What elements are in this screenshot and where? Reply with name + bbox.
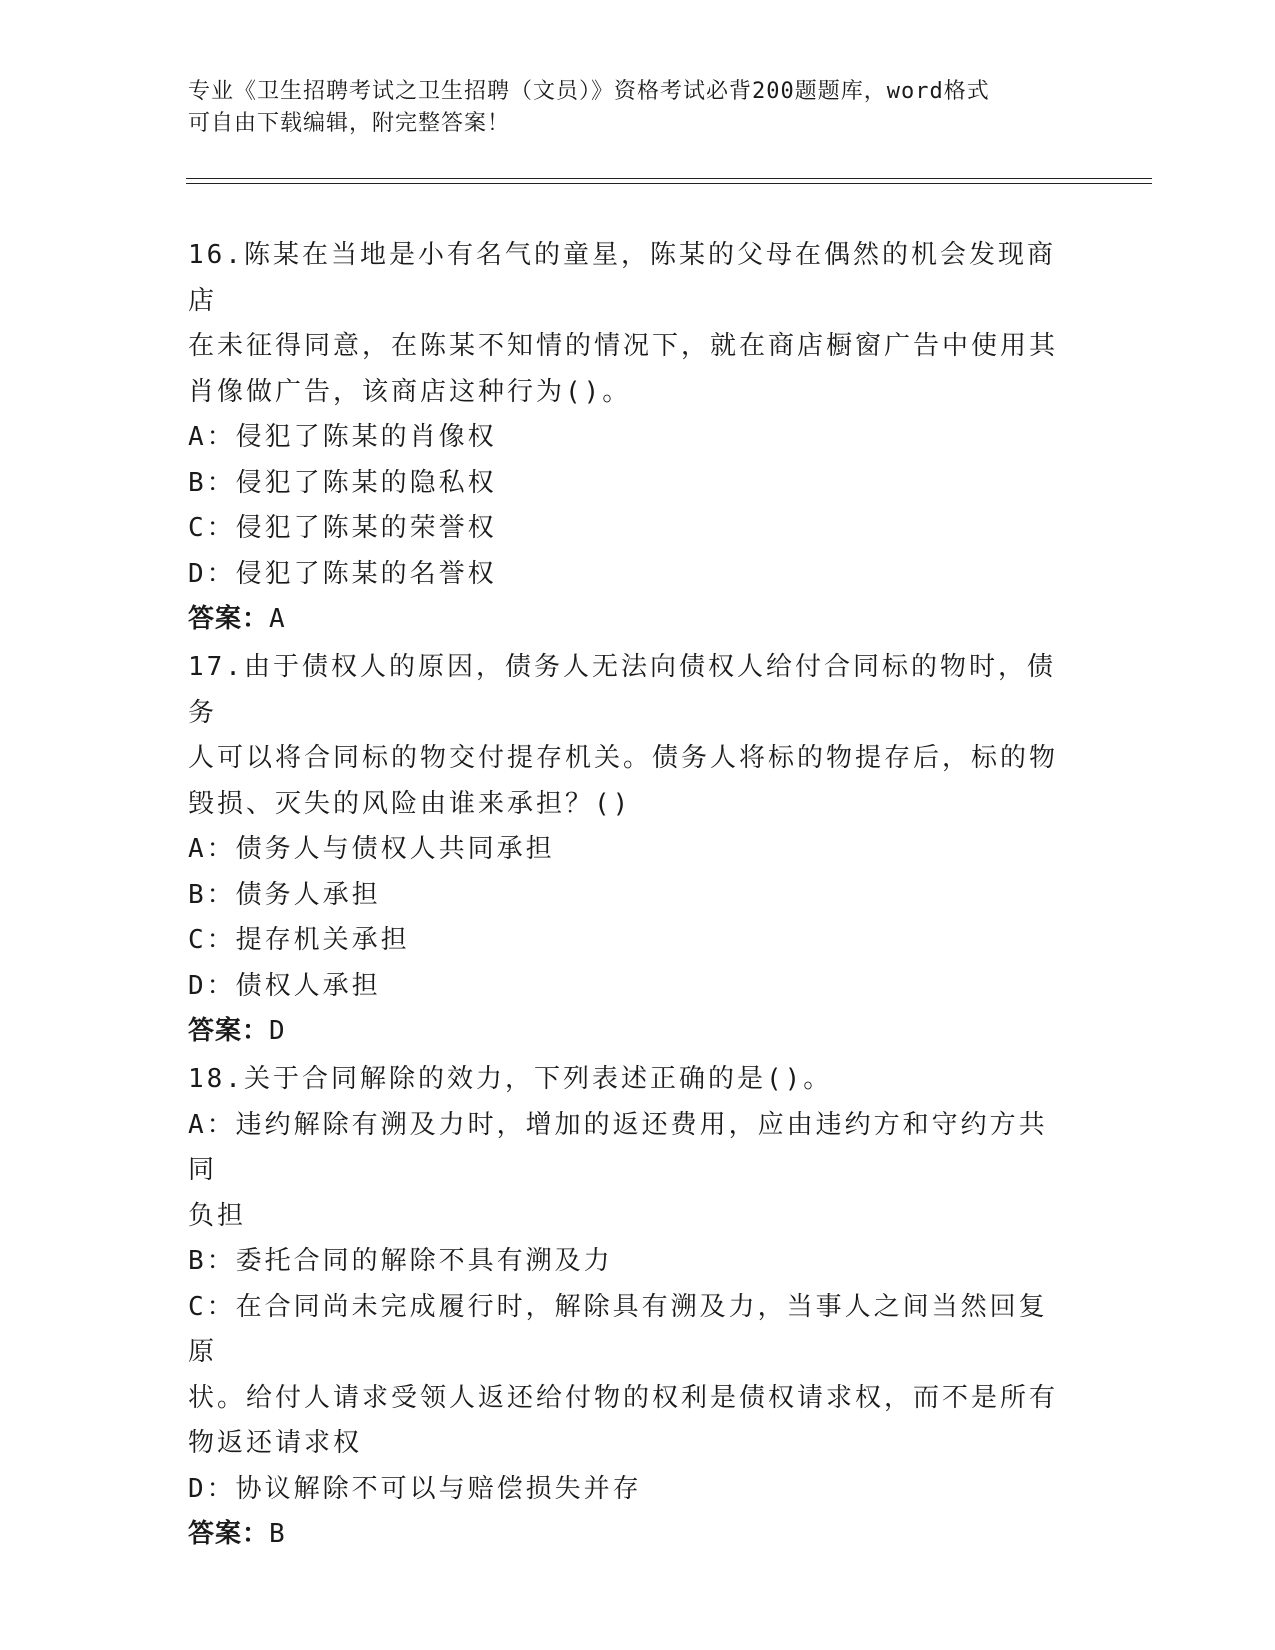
question-stem-line: 在未征得同意，在陈某不知情的情况下，就在商店橱窗广告中使用其 (188, 331, 1059, 361)
option-c-continued: 物返还请求权 (188, 1428, 363, 1458)
answer-line (188, 1009, 1068, 1055)
option-d: D：协议解除不可以与赔偿损失并存 (188, 1473, 642, 1504)
option-d: D：侵犯了陈某的名誉权 (188, 558, 497, 589)
option-c: C：在合同尚未完成履行时，解除具有溯及力，当事人之间当然回复原 (188, 1291, 1048, 1367)
question-stem-line: 人可以将合同标的物交付提存机关。债务人将标的物提存后，标的物 (188, 743, 1059, 773)
answer-value: A (269, 604, 286, 634)
answer-value: B (269, 1519, 286, 1549)
answer-label: 答案： (188, 1016, 270, 1046)
question-16 (188, 233, 1068, 643)
answer-line (188, 1512, 1068, 1558)
option-a: A：违约解除有溯及力时，增加的返还费用，应由违约方和守约方共同 (188, 1109, 1048, 1185)
header-line-1: 专业《卫生招聘考试之卫生招聘（文员）》资格考试必背200题题库，word格式 (188, 79, 990, 104)
option-c-continued: 状。给付人请求受领人返还给付物的权利是债权请求权，而不是所有 (188, 1382, 1059, 1413)
question-stem-line: 肖像做广告，该商店这种行为()。 (188, 376, 632, 407)
answer-label: 答案： (188, 604, 270, 634)
header-divider-top (186, 178, 1152, 179)
option-a-continued: 负担 (188, 1200, 247, 1231)
document-header (188, 76, 1088, 140)
option-a: A：债务人与债权人共同承担 (188, 834, 555, 864)
option-b: B：侵犯了陈某的隐私权 (188, 467, 497, 498)
question-stem-line: 毁损、灭失的风险由谁来承担？() (188, 788, 632, 819)
option-d: D：债权人承担 (188, 970, 381, 1001)
option-c: C：提存机关承担 (188, 925, 410, 955)
question-17 (188, 645, 1068, 1055)
answer-value: D (269, 1016, 286, 1046)
question-stem-line: 18.关于合同解除的效力，下列表述正确的是()。 (188, 1064, 833, 1094)
option-a: A：侵犯了陈某的肖像权 (188, 422, 497, 452)
question-stem-line: 17.由于债权人的原因，债务人无法向债权人给付合同标的物时，债务 (188, 652, 1056, 728)
answer-line (188, 597, 1068, 643)
header-divider-bottom (186, 183, 1152, 184)
option-b: B：债务人承担 (188, 879, 381, 910)
header-line-2: 可自由下载编辑，附完整答案！ (188, 111, 511, 136)
option-c: C：侵犯了陈某的荣誉权 (188, 513, 497, 543)
option-b: B：委托合同的解除不具有溯及力 (188, 1246, 613, 1276)
answer-label: 答案： (188, 1519, 270, 1549)
question-stem-line: 16.陈某在当地是小有名气的童星，陈某的父母在偶然的机会发现商店 (188, 240, 1056, 316)
question-18 (188, 1057, 1068, 1558)
